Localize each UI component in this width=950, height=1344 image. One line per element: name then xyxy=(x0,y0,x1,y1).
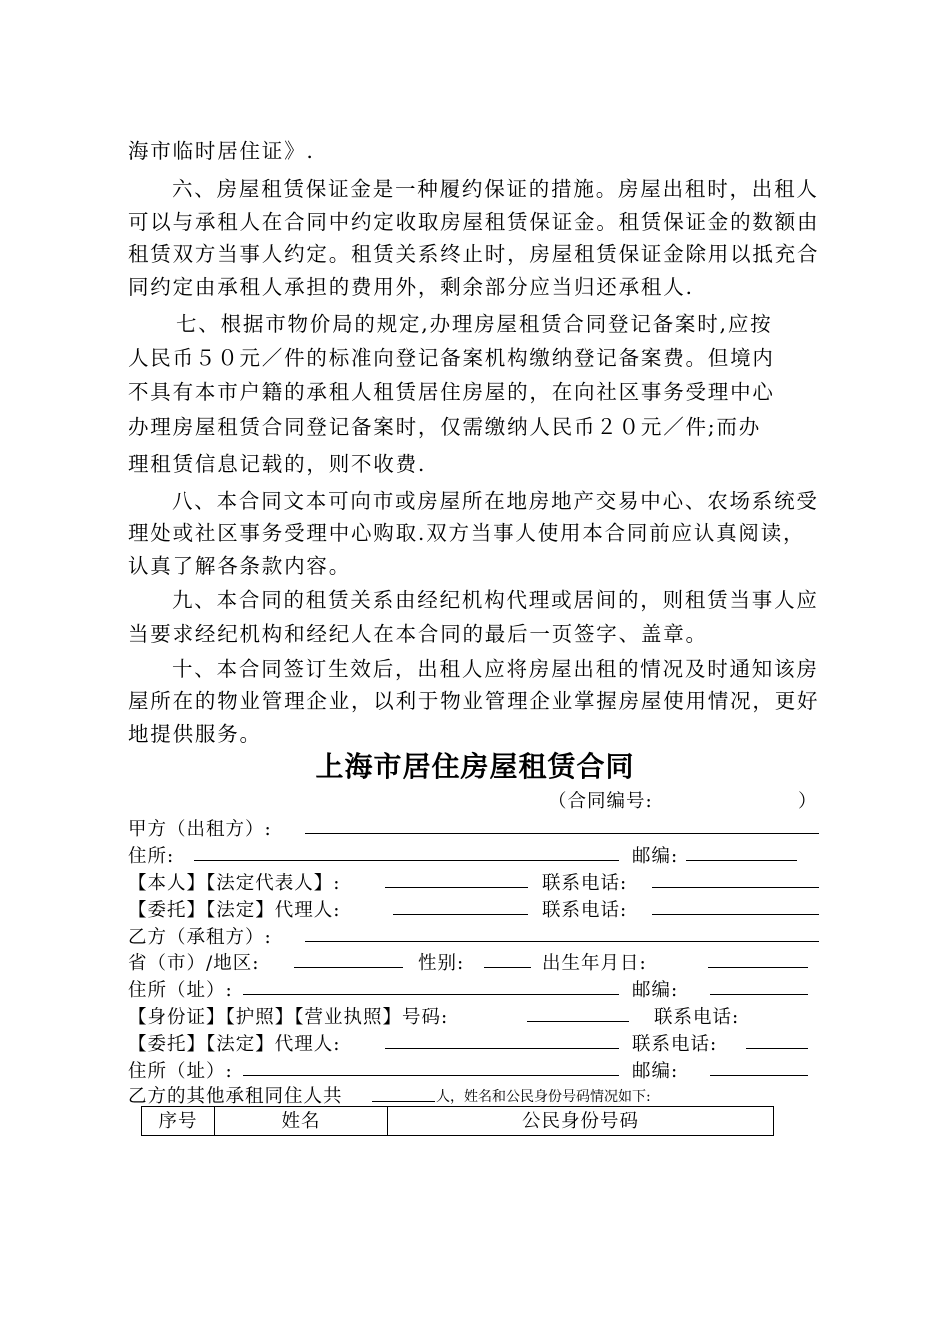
note-line: 六、房屋租赁保证金是一种履约保证的措施。房屋出租时，出租人 xyxy=(172,177,819,201)
contract-number-label: （合同编号: xyxy=(548,791,653,812)
agent-b-label: 【委托】【法定】代理人: xyxy=(128,1034,341,1055)
legal-rep-field[interactable] xyxy=(385,887,528,888)
note-line: 十、本合同签订生效后，出租人应将房屋出租的情况及时通知该房 xyxy=(172,657,819,681)
address-c-field[interactable] xyxy=(243,1075,619,1076)
phone-field[interactable] xyxy=(652,887,819,888)
agent-label: 【委托】【法定】代理人: xyxy=(128,900,341,921)
column-header-index: 序号 xyxy=(142,1107,215,1136)
id-number-label: 【身份证】【护照】【营业执照】号码: xyxy=(128,1007,449,1028)
province-label: 省（市）/地区: xyxy=(128,953,260,974)
postcode-c-label: 邮编: xyxy=(632,1061,679,1082)
note-line: 认真了解各条款内容。 xyxy=(128,554,351,578)
note-line: 海市临时居住证》. xyxy=(128,139,315,163)
note-line: 理处或社区事务受理中心购取.双方当事人使用本合同前应认真阅读， xyxy=(128,521,806,545)
party-b-label: 乙方（承租方）: xyxy=(128,927,272,948)
note-line: 九、本合同的租赁关系由经纪机构代理或居间的，则租赁当事人应 xyxy=(172,588,819,612)
address-field[interactable] xyxy=(194,860,619,861)
other-occupants-count-field[interactable] xyxy=(372,1101,435,1102)
note-line: 人民币５０元／件的标准向登记备案机构缴纳登记备案费。但境内 xyxy=(128,346,775,370)
note-line: 同约定由承租人承担的费用外，剩余部分应当归还承租人. xyxy=(128,275,694,299)
column-header-id-number: 公民身份号码 xyxy=(388,1107,774,1136)
note-line: 理租赁信息记载的，则不收费. xyxy=(128,452,427,476)
birth-date-field[interactable] xyxy=(708,967,808,968)
party-b-field[interactable] xyxy=(305,941,819,942)
agent-b-field[interactable] xyxy=(385,1048,619,1049)
table-header-row xyxy=(142,1107,774,1136)
note-line: 屋所在的物业管理企业，以利于物业管理企业掌握房屋使用情况，更好 xyxy=(128,689,820,713)
address-b-label: 住所（址）: xyxy=(128,980,233,1001)
note-line: 办理房屋租赁合同登记备案时，仅需缴纳人民币２０元／件;而办 xyxy=(128,415,762,439)
other-occupants-suffix: 人，姓名和公民身份号码情况如下: xyxy=(436,1089,651,1105)
note-line: 地提供服务。 xyxy=(128,722,262,746)
id-number-field[interactable] xyxy=(527,1021,629,1022)
note-line: 当要求经纪机构和经纪人在本合同的最后一页签字、盖章。 xyxy=(128,622,708,646)
note-line: 八、本合同文本可向市或房屋所在地房地产交易中心、农场系统受 xyxy=(172,489,819,513)
birth-date-label: 出生年月日: xyxy=(542,953,647,974)
postcode-b-label: 邮编: xyxy=(632,980,679,1001)
postcode-c-field[interactable] xyxy=(710,1075,808,1076)
postcode-label: 邮编: xyxy=(632,846,679,867)
gender-label: 性别: xyxy=(418,953,465,974)
legal-rep-label: 【本人】【法定代表人】: xyxy=(128,873,341,894)
phone-label: 联系电话: xyxy=(542,873,628,894)
party-a-field[interactable] xyxy=(305,833,819,834)
party-a-label: 甲方（出租方）: xyxy=(128,819,272,840)
occupants-table xyxy=(141,1106,774,1136)
note-line: 可以与承租人在合同中约定收取房屋租赁保证金。租赁保证金的数额由 xyxy=(128,210,820,234)
postcode-b-field[interactable] xyxy=(710,994,808,995)
other-occupants-prefix: 乙方的其他承租同住人共 xyxy=(128,1086,343,1107)
agent-b-phone-field[interactable] xyxy=(746,1048,808,1049)
agent-phone-field[interactable] xyxy=(652,914,819,915)
province-field[interactable] xyxy=(294,967,403,968)
postcode-field[interactable] xyxy=(686,860,797,861)
contract-number-close: ） xyxy=(798,791,818,812)
address-c-label: 住所（址）: xyxy=(128,1061,233,1082)
column-header-name: 姓名 xyxy=(215,1107,388,1136)
address-label: 住所: xyxy=(128,846,175,867)
agent-field[interactable] xyxy=(393,914,528,915)
note-line: 七、根据市物价局的规定,办理房屋租赁合同登记备案时,应按 xyxy=(176,312,773,336)
agent-b-phone-label: 联系电话: xyxy=(632,1034,718,1055)
gender-field[interactable] xyxy=(484,967,531,968)
address-b-field[interactable] xyxy=(243,994,619,995)
id-phone-label: 联系电话: xyxy=(654,1007,740,1028)
agent-phone-label: 联系电话: xyxy=(542,900,628,921)
contract-title: 上海市居住房屋租赁合同 xyxy=(315,750,635,783)
note-line: 不具有本市户籍的承租人租赁居住房屋的，在向社区事务受理中心 xyxy=(128,380,775,404)
note-line: 租赁双方当事人约定。租赁关系终止时，房屋租赁保证金除用以抵充合 xyxy=(128,242,820,266)
